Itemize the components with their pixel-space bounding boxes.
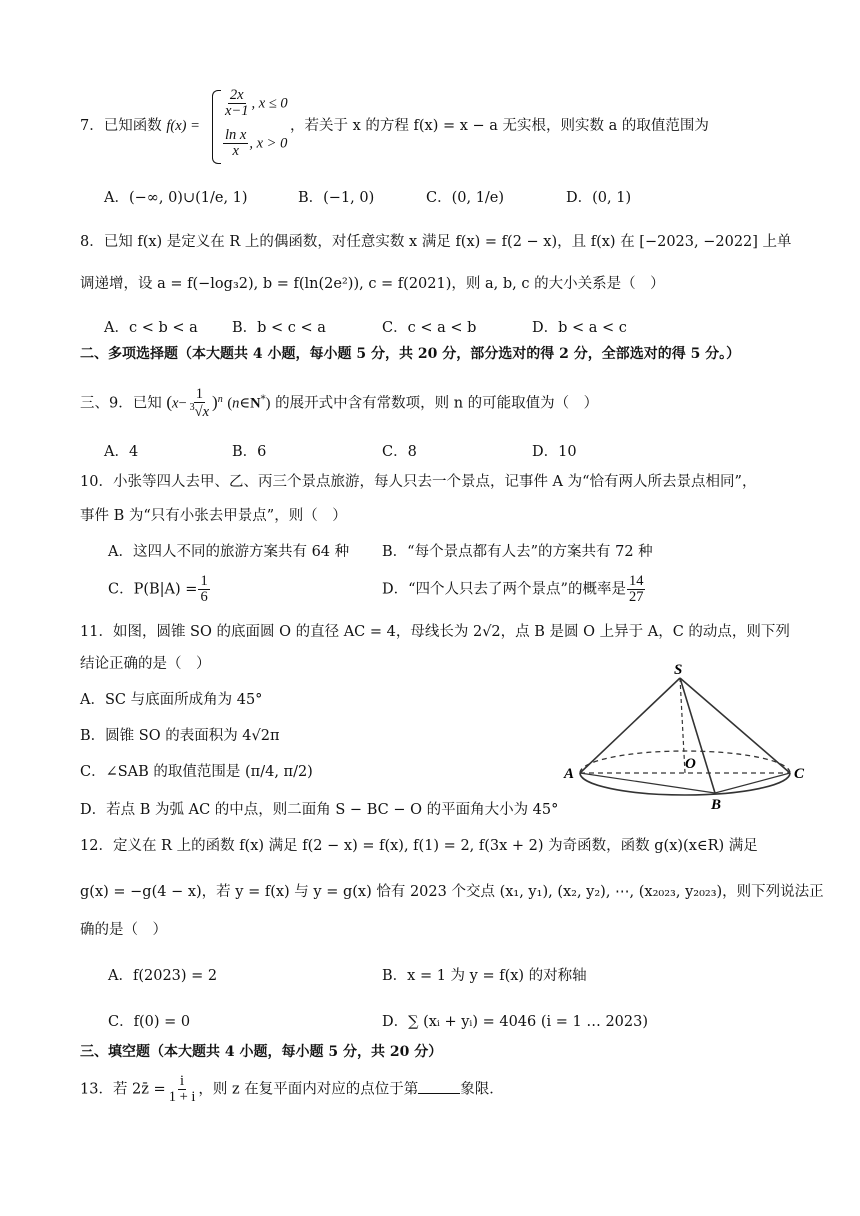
label-B: B [711,797,722,810]
q7-piece2: $\frac{\text{ln x}}{x}$ , x > 0 [225,127,288,160]
q11-option-b: B．圆锥 SO 的表面积为 4√2π [80,728,280,744]
answer-blank[interactable] [418,1079,460,1094]
label-O: O [685,756,696,772]
q8-line2: 调递增，设 a = f(−log₃2), b = f(ln(2e²)), c = f(2021)，则 a, b, c 的大小关系是（ ） [80,276,665,292]
q7-option-c: C．(0, 1/e) [426,190,505,206]
q7-stem-suffix: ，若关于 x 的方程 f(x) = x − a 无实根，则实数 a 的取值范围为 [290,118,709,134]
label-S: S [674,662,683,678]
cone-figure [560,660,810,810]
cone-edge-SA [580,678,680,773]
q11-option-c: C．∠SAB 的取值范围是 (π/4, π/2) [80,764,313,780]
q12-option-c: C．f(0) = 0 [108,1014,191,1030]
q12-option-b: B．x = 1 为 y = f(x) 的对称轴 [382,968,587,984]
q12-option-a: A．f(2023) = 2 [108,968,218,984]
q9-option-b: B．6 [232,444,267,460]
q7-piece1: $\frac{2x}{x-1}$ , x ≤ 0 [225,87,288,120]
cone-base-front-arc [580,773,790,795]
q11-line1: 11．如图，圆锥 SO 的底面圆 O 的直径 AC = 4，母线长为 2√2，点 B 是圆 O 上异于 A，C 的动点，则下列 [80,624,790,640]
q7-option-d: D．(0, 1) [566,190,632,206]
section-3-heading: 三、填空题（本大题共 4 小题，每小题 5 分，共 20 分） [80,1044,443,1060]
q12-line1: 12．定义在 R 上的函数 f(x) 满足 f(2 − x) = f(x), f(1) = 2, f(3x + 2) 为奇函数，函数 g(x)(x∈R) 满足 [80,838,758,854]
q8-option-d: D．b < a < c [532,320,627,336]
q9-line: 三、9．已知 (x− $\frac{1}{^3√x}$ )$^n$ (n∈N*) 的展开式中含有常数项，则 n 的可能取值为（ ） [80,386,599,421]
q10-option-b: B．“每个景点都有人去”的方案共有 72 种 [382,544,653,560]
cone-chord-AB [580,773,715,793]
q9-option-d: D．10 [532,444,577,460]
q8-line1: 8．已知 f(x) 是定义在 R 上的偶函数，对任意实数 x 满足 f(x) = f(2 − x)，且 f(x) 在 [−2023, −2022] 上单 [80,234,792,250]
q7-stem-prefix: 7．已知函数 f(x) = [80,118,200,134]
q7-option-a: A．(−∞, 0)∪(1/e, 1) [104,190,248,206]
q10-line2: 事件 B 为“只有小张去甲景点”，则（ ） [80,508,347,524]
cone-edge-SB [680,678,715,793]
q8-option-c: C．c < a < b [382,320,477,336]
label-A: A [564,766,575,782]
q11-option-a: A．SC 与底面所成角为 45° [80,692,263,708]
label-C: C [794,766,805,782]
q12-line2: g(x) = −g(4 − x)，若 y = f(x) 与 y = g(x) 恰有 2023 个交点 (x₁, y₁), (x₂, y₂), ⋯, (x₂₀₂₃, y₂₀₂₃)，则下列说法正 [80,884,824,900]
q12-option-d: D．∑ (xᵢ + yᵢ) = 4046 (i = 1 … 2023) [382,1014,649,1030]
q8-option-b: B．b < c < a [232,320,326,336]
q13-line: 13．若 2z̄ = $\frac{i}{1 + i}$ ，则 z 在复平面内对应的点位于第 象限． [80,1073,504,1106]
q11-line2: 结论正确的是（ ） [80,656,211,672]
piecewise-brace [212,90,221,164]
q7-option-b: B．(−1, 0) [298,190,375,206]
q8-option-a: A．c < b < a [104,320,198,336]
q10-option-a: A．这四人不同的旅游方案共有 64 种 [108,544,350,560]
cone-edge-SC [680,678,790,773]
q9-binomial: ( [166,392,173,412]
q10-line1: 10．小张等四人去甲、乙、丙三个景点旅游，每人只去一个景点，记事件 A 为“恰有两人所去景点相同”， [80,474,757,490]
q11-option-d: D．若点 B 为弧 AC 的中点，则二面角 S − BC − O 的平面角大小为 45° [80,802,559,818]
q9-option-c: C．8 [382,444,417,460]
q9-option-a: A．4 [104,444,139,460]
q10-option-c: C．P(B|A) = $\frac{1}{6}$ [108,573,208,606]
q12-line3: 确的是（ ） [80,922,167,938]
section-2-heading: 二、多项选择题（本大题共 4 小题，每小题 5 分，共 20 分，部分选对的得 2 分，全部选对的得 5 分。） [80,346,741,362]
q10-option-d: D．“四个人只去了两个景点”的概率是 $\frac{14}{27}$ [382,573,644,606]
